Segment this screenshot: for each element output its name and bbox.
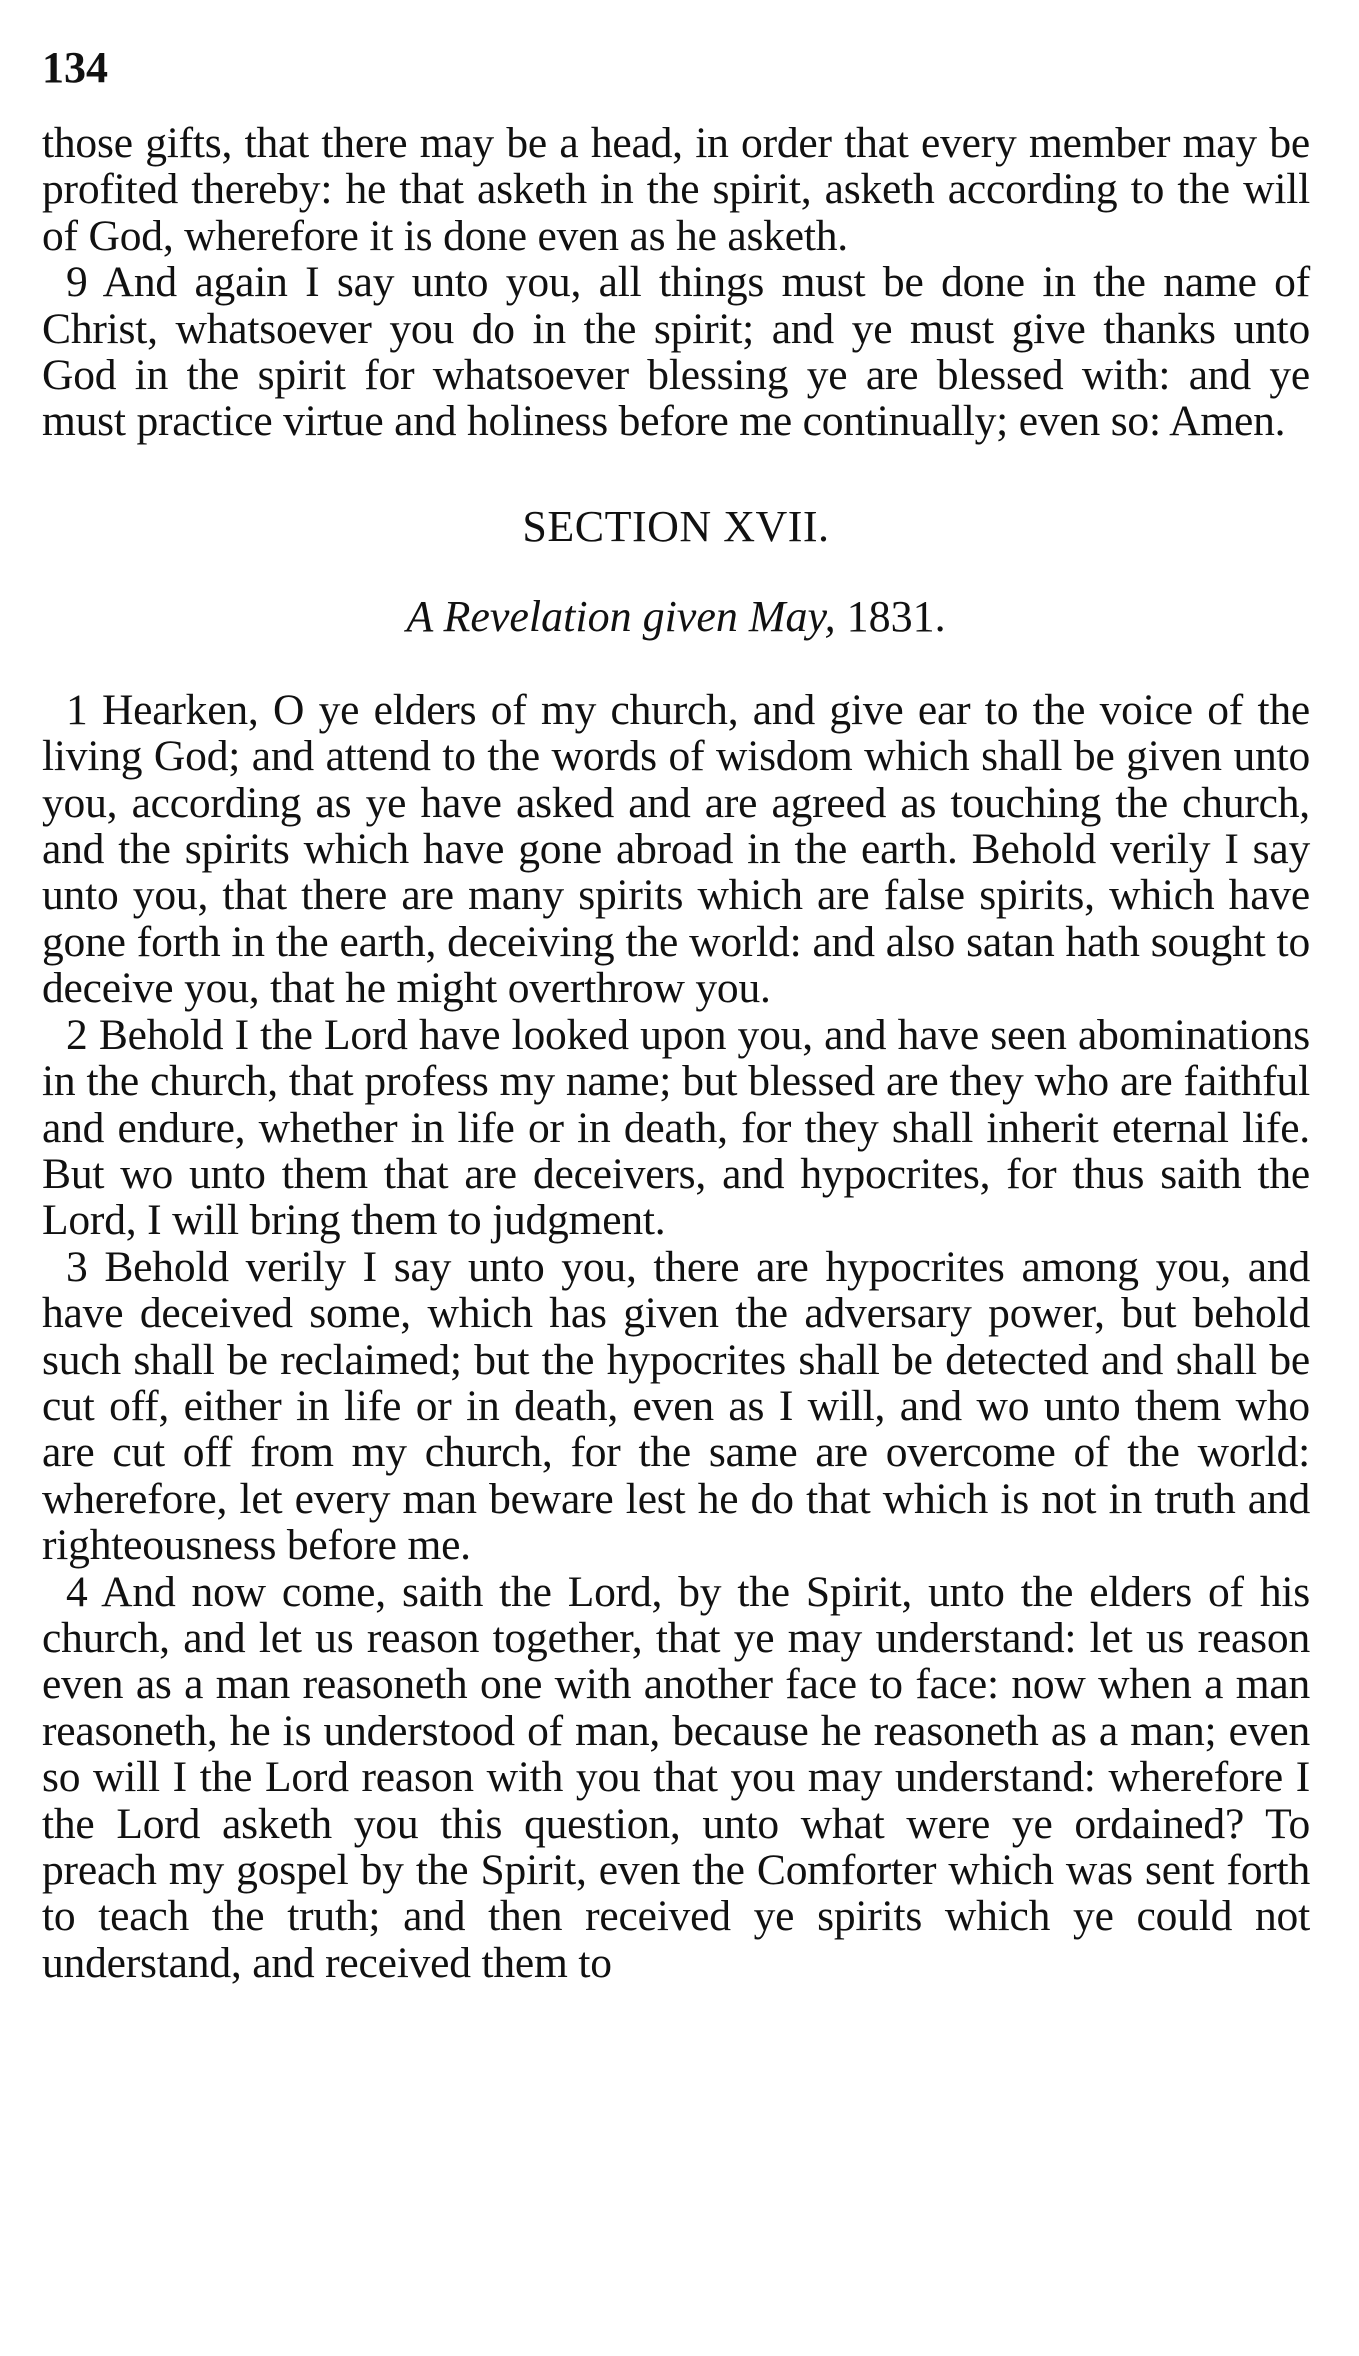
paragraph-continued: those gifts, that there may be a head, in order that every member may be profited thereby: he that asketh in the spirit, asketh according to the will of God, wherefore it is done even as he asketh. <box>42 119 1310 260</box>
section-heading: SECTION XVII. <box>522 501 830 551</box>
paragraph-verse-3: 3 Behold verily I say unto you, there are hypocrites among you, and have deceived some, which has given the adversary power, but behold such shall be reclaimed; but the hypocrites shall be detected and shall be cut off, either in life or in death, even as I will, and wo unto them who are cut off from my church, for the same are overcome of the world: wherefore, let every man beware lest he do that which is not in truth and righteousness before me. <box>42 1242 1310 1570</box>
revelation-year: 1831. <box>835 591 946 641</box>
page-number: 134 <box>42 43 108 92</box>
paragraph-verse-1: 1 Hearken, O ye elders of my church, and give ear to the voice of the living God; and attend to the words of wisdom which shall be given unto you, according as ye have asked and are agreed as touching the church, and the spirits which have gone abroad in the earth. Behold verily I say unto you, that there are many spirits which are false spirits, which have gone forth in the earth, deceiving the world: and also satan hath sought to deceive you, that he might overthrow you. <box>42 685 1310 1013</box>
section-subheading <box>42 587 1310 647</box>
paragraph-verse-2: 2 Behold I the Lord have looked upon you, and have seen abominations in the church, that profess my name; but blessed are they who are faithful and endure, whether in life or in death, for they shall inherit eternal life. But wo unto them that are deceivers, and hypocrites, for thus saith the Lord, I will bring them to judgment. <box>42 1010 1310 1245</box>
paragraph-verse-9: 9 And again I say unto you, all things must be done in the name of Christ, whatsoever you do in the spirit; and ye must give thanks unto God in the spirit for whatsoever blessing ye are blessed with: and ye must practice virtue and holiness before me continually; even so: Amen. <box>42 258 1310 446</box>
revelation-date-label: A Revelation given May, <box>406 591 836 641</box>
book-page <box>42 38 1310 1986</box>
paragraph-verse-4: 4 And now come, saith the Lord, by the Spirit, unto the elders of his church, and let us reason together, that ye may understand: let us reason even as a man reasoneth one with another face to face: now when a man reasoneth, he is understood of man, because he reasoneth as a man; even so will I the Lord reason with you that you may understand: wherefore I the Lord asketh you this question, unto what were ye ordained? To preach my gospel by the Spirit, even the Comforter which was sent forth to teach the truth; and then received ye spirits which ye could not understand, and received them to <box>42 1567 1310 1987</box>
